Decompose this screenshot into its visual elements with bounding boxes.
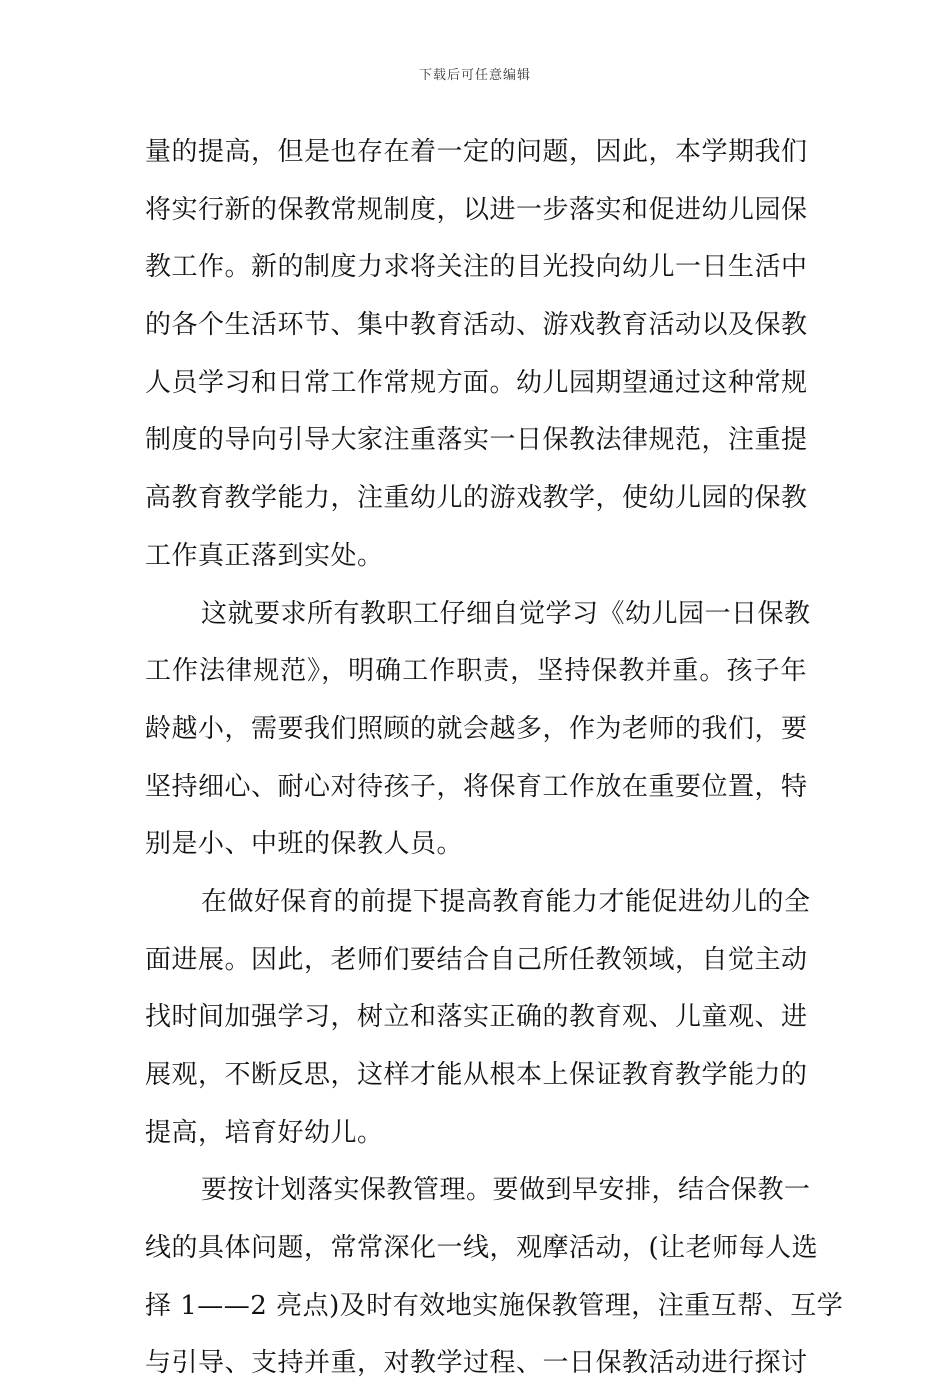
- text-line: 找时间加强学习，树立和落实正确的教育观、儿童观、进: [145, 1002, 808, 1033]
- text-line: 工作真正落到实处。: [145, 540, 384, 571]
- paragraph-3: [145, 874, 811, 1162]
- text-line: 龄越小，需要我们照顾的就会越多，作为老师的我们，要: [145, 713, 808, 744]
- text-line: 坚持细心、耐心对待孩子，将保育工作放在重要位置，特: [145, 771, 808, 802]
- paragraph-4: [145, 1162, 844, 1393]
- text-line: 展观，不断反思，这样才能从根本上保证教育教学能力的: [145, 1060, 808, 1090]
- document-body: [145, 124, 844, 1393]
- text-line: 线的具体问题，常常深化一线，观摩活动，(让老师每人选: [145, 1233, 819, 1264]
- paragraph-1: [145, 124, 807, 586]
- text-line: 在做好保育的前提下提高教育能力才能促进幼儿的全: [201, 886, 811, 917]
- paragraph-2: [145, 586, 811, 874]
- text-line: 面进展。因此，老师们要结合自己所任教领域，自觉主动: [145, 944, 808, 975]
- text-line: 别是小、中班的保教人员。: [145, 829, 464, 860]
- text-line: 制度的导向引导大家注重落实一日保教法律规范，注重提: [145, 425, 808, 456]
- text-line: 要按计划落实保教管理。要做到早安排，结合保教一: [201, 1175, 811, 1206]
- text-line: 这就要求所有教职工仔细自觉学习《幼儿园一日保教: [201, 598, 811, 629]
- text-line: 工作法律规范》，明确工作职责，坚持保教并重。孩子年: [145, 656, 807, 687]
- text-line: 高教育教学能力，注重幼儿的游戏教学，使幼儿园的保教: [145, 483, 808, 514]
- text-line: 将实行新的保教常规制度，以进一步落实和促进幼儿园保: [145, 194, 808, 225]
- text-line: 的各个生活环节、集中教育活动、游戏教育活动以及保教: [145, 310, 808, 341]
- text-line: 教工作。新的制度力求将关注的目光投向幼儿一日生活中: [145, 252, 808, 283]
- text-line: 提高，培育好幼儿。: [145, 1117, 384, 1148]
- text-line: 与引导、支持并重，对教学过程、一日保教活动进行探讨: [145, 1348, 808, 1379]
- text-line: 人员学习和日常工作常规方面。幼儿园期望通过这种常规: [145, 367, 808, 398]
- text-line: 量的提高，但是也存在着一定的问题，因此，本学期我们: [145, 137, 808, 167]
- text-line: 择 1——2 亮点)及时有效地实施保教管理，注重互帮、互学: [145, 1290, 844, 1321]
- page-header-note: 下载后可任意编辑: [418, 68, 531, 83]
